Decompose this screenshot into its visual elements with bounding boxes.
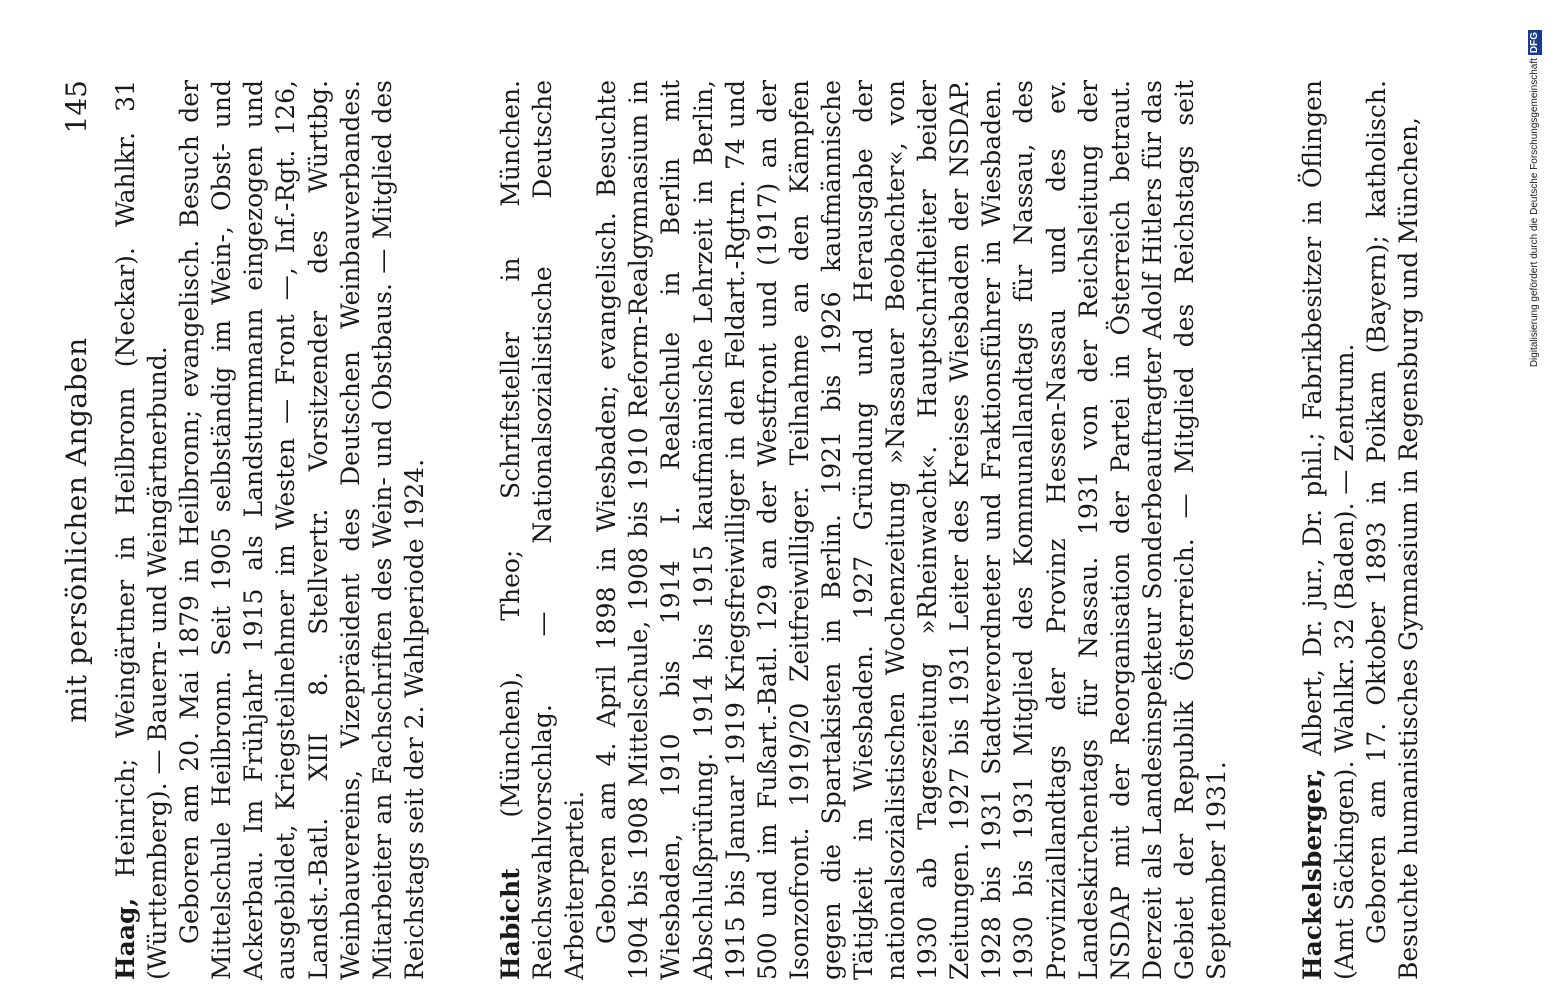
entry-heading [110,80,174,980]
entry-heading [1297,80,1361,980]
credit-line [1528,30,1542,970]
digitization-credit [1528,30,1554,970]
entry-heading-text: Albert, Dr. jur., Dr. phil.; Fabrikbesitzer in Öflingen (Amt Säckingen). Wahlkr. 32 (Baden). — Zentrum. [1298,80,1360,980]
biography-entry-hackelsberger [1297,80,1425,980]
entry-heading-text: (München), Theo; Schriftsteller in München. Reichswahlvorschlag. — Nationalsozialistische Deutsche Arbeiterpartei. [495,80,590,980]
entry-body: Geboren am 20. Mai 1879 in Heilbronn; evangelisch. Besuch der Mittelschule Heilbronn. Seit 1905 selbständig im Wein-, Obst- und Ackerbau. Im Frühjahr 1915 als Landsturmmann eingezogen und ausgebildet, Kriegsteilnehmer im Westen — Front —, Inf.-Rgt. 126, Landst.-Batl. XIII 8. Stellvertr. Vorsitzender des Württbg. Weinbauvereins, Vizepräsident des Deutschen Weinbauverbandes. Mitarbeiter an Fachschriften des Wein- und Obstbaus. — Mitglied des Reichstags seit der 2. Wahlperiode 1924. [175,80,429,980]
running-head [60,80,110,980]
entry-name: Haag, [111,897,140,980]
entry-body: Geboren am 17. Oktober 1893 in Poikam (Bayern); katholisch. Besuchte humanistisches Gymnasium in Regensburg und München, [1362,80,1424,980]
running-title: mit persönlichen Angaben [60,337,93,723]
biography-entry-habicht [495,80,1233,980]
entry-body: Geboren am 4. April 1898 in Wiesbaden; evangelisch. Besuchte 1904 bis 1908 Mittelschule, 1908 bis 1910 Reform-Realgymnasium in Wiesbaden, 1910 bis 1914 I. Realschule in Berlin mit Abschlußprüfung. 1914 bis 1915 kaufmännische Lehrzeit in Berlin, 1915 bis Januar 1919 Kriegsfreiwilliger in den Feldart.-Rgtrn. 74 und 500 und im Fußart.-Batl. 129 an der Westfront und (1917) an der Isonzofront. 1919/20 Zeitfreiwilliger. Teilnahme an den Kämpfen gegen die Spartakisten in Berlin. 1921 bis 1926 kaufmännische Tätigkeit in Wiesbaden. 1927 Gründung und Herausgabe der nationalsozialistischen Wochenzeitung »Nassauer Beobachter«, von 1930 ab Tageszeitung »Rheinwacht«. Hauptschriftleiter beider Zeitungen. 1927 bis 1931 Leiter des Kreises Wiesbaden der NSDAP. 1928 bis 1931 Stadtverordneter und Fraktionsführer in Wiesbaden. 1930 bis 1931 Mitglied des Kommunallandtags für Nassau, des Provinziallandtags der Provinz Hessen-Nassau und des ev. Landeskirchentags für Nassau. 1931 von der Reichsleitung der NSDAP mit der Reorganisation der Partei in Österreich betraut. Derzeit als Landesinspekteur Sonderbeauftragter Adolf Hitlers für das Gebiet der Republik Österreich. — Mitglied des Reichstags seit September 1931. [592,80,1231,980]
page-number: 145 [60,80,93,134]
credit-text: Digitalisierung gefördert durch die Deutsche Forschungsgemeinschaft [1529,58,1540,368]
entry-name: Habicht [495,868,525,980]
entry-heading [495,80,591,980]
book-page [60,80,1500,980]
entry-name: Hackelsberger, [1298,768,1328,980]
biography-entry-haag [110,80,431,980]
dfg-logo: DFG [1529,32,1540,54]
entry-heading-text: Heinrich; Weingärtner in Heilbronn (Neckar). Wahlkr. 31 (Württemberg). — Bauern- und Weingärtnerbund. [111,80,173,980]
